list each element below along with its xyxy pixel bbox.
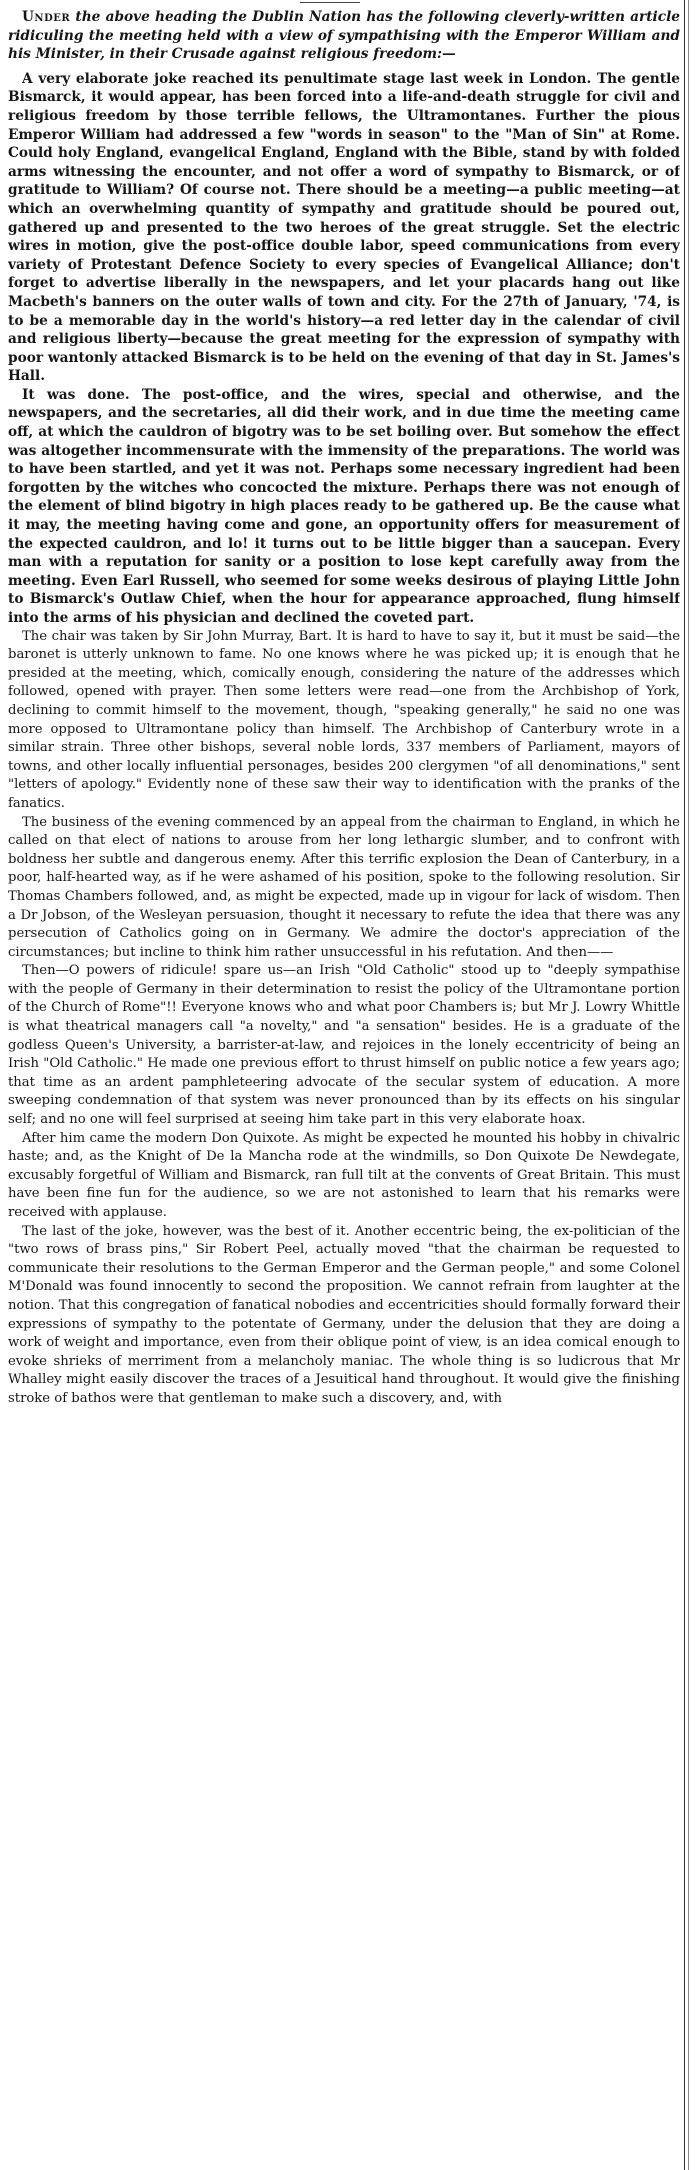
paragraph-joke: A very elaborate joke reached its penultimate stage last week in London. The gentle Bismarck, it would appear, has been forced into a life-and-death struggle for civil and religious freedom by those terrible fellows, the Ultramontanes. Further the pious Emperor William had addressed a few "words in season" to the "Man of Sin" at Rome. Could holy England, evangelical England, England with the Bible, stand by with folded arms witnessing the encounter, and not offer a word of sympathy to Bismarck, or of gratitude to William? Of course not. There should be a meeting—a public meeting—at which an overwhelming quantity of sympathy and gratitude should be poured out, gathered up and presented to the two heroes of the great struggle. Set the electric wires in motion, give the post-office double labor, speed communications from every variety of Protestant Defence Society to every species of Evangelical Alliance; don't forget to advertise liberally in the newspapers, and let your placards hang out like Macbeth's banners on the outer walls of town and city. For the 27th of January, '74, is to be a memorable day in the world's history—a red letter day in the calendar of civil and religious liberty—because the great meeting for the expression of sympathy with poor wantonly attacked Bismarck is to be held on the evening of that day in St. James's Hall. [8, 70, 680, 385]
article-intro [8, 8, 680, 64]
paragraph-business: The business of the evening commenced by an appeal from the chairman to England, in which he called on that elect of nations to arouse from her long lethargic slumber, and to confront with boldness her subtle and dangerous enemy. After this terrific explosion the Dean of Canterbury, in a poor, half-hearted way, as if he were ashamed of his position, spoke to the following resolution. Sir Thomas Chambers followed, and, as might be expected, made up in vigour for lack of wisdom. Then a Dr Jobson, of the Wesleyan persuasion, thought it necessary to refute the idea that there was any persecution of Catholics going on in Germany. We admire the doctor's appreciation of the circumstances; but incline to think him rather unsuccessful in his refutation. And then—— [8, 814, 680, 960]
article-column [8, 8, 680, 2166]
paragraph-old-catholic: Then—O powers of ridicule! spare us—an Irish "Old Catholic" stood up to "deeply sympathise with the people of Germany in their determination to resist the policy of the Ultramontane portion of the Church of Rome"!! Everyone knows who and what poor Chambers is; but Mr J. Lowry Whittle is what theatrical managers call "a novelty," and "a sensation" besides. He is a graduate of the godless Queen's University, a barrister-at-law, and rejoices in the lonely eccentricity of being an Irish "Old Catholic." He made one previous effort to thrust himself on public notice a few years ago; that time as an ardent pamphleteering advocate of the secular system of education. A more sweeping condemnation of that system was never pronounced than by its effects on his singular self; and no one will feel surprised at seeing him take part in this very elaborate hoax. [8, 963, 680, 1128]
intro-text: the above heading the Dublin Nation has the following cleverly-written article ridiculing the meeting held with a view of sympathising with the Emperor William and his Minister, in their Crusade against religious freedom:— [8, 9, 680, 63]
paragraph-it-was-done: It was done. The post-office, and the wires, special and otherwise, and the newspapers, and the secretaries, all did their work, and in due time the meeting came off, at which the cauldron of bigotry was to be set boiling over. But somehow the effect was altogether incommensurate with the immensity of the preparations. The world was to have been startled, and yet it was not. Perhaps some necessary ingredient had been forgotten by the witches who concocted the mixture. Perhaps there was not enough of the element of blind bigotry in high places ready to be gathered up. Be the cause what it may, the meeting having come and gone, an opportunity offers for measurement of the expected cauldron, and lo! it turns out to be little bigger than a saucepan. Every man with a reputation for sanity or a position to lose kept carefully away from the meeting. Even Earl Russell, who seemed for some weeks desirous of playing Little John to Bismarck's Outlaw Chief, when the hour for appearance approached, flung himself into the arms of his physician and declined the coveted part. [8, 386, 680, 626]
paragraph-chair: The chair was taken by Sir John Murray, Bart. It is hard to have to say it, but it must be said—the baronet is utterly unknown to fame. No one knows where he was picked up; it is enough that he presided at the meeting, which, comically enough, considering the nature of the addresses which followed, opened with prayer. Then some letters were read—one from the Archbishop of York, declining to commit himself to the movement, though, "speaking generally," he said no one was more opposed to Ultramontane policy than himself. The Archbishop of Canterbury wrote in a similar strain. Three other bishops, several noble lords, 337 members of Parliament, mayors of towns, and other locally influential personages, besides 200 clergymen "of all denominations," sent "letters of apology." Evidently none of these saw their way to identification with the pranks of the fanatics. [8, 628, 680, 811]
top-rule [300, 2, 360, 3]
intro-lead-word: Under [22, 9, 71, 25]
column-rule [684, 0, 685, 2170]
paragraph-don-quixote: After him came the modern Don Quixote. As might be expected he mounted his hobby in chivalric haste; and, as the Knight of De la Mancha rode at the windmills, so Don Quixote De Newdegate, excusably forgetful of William and Bismarck, ran full tilt at the convents of Great Britain. This must have been fine fun for the audience, so we are not astonished to learn that his remarks were received with applause. [8, 1130, 680, 1220]
column-rule-outer [688, 0, 689, 2170]
paragraph-last-joke: The last of the joke, however, was the best of it. Another eccentric being, the ex-politician of the "two rows of brass pins," Sir Robert Peel, actually moved "that the chairman be requested to communicate their resolutions to the German Emperor and the German people," and some Colonel M'Donald was found innocently to second the proposition. We cannot refrain from laughter at the notion. That this congregation of fanatical nobodies and eccentricities should formally forward their expressions of sympathy to the potentate of Germany, under the delusion that they are doing a work of weight and importance, even from their oblique point of view, is an idea comical enough to evoke shrieks of merriment from a melancholy maniac. The whole thing is so ludicrous that Mr Whalley might easily discover the traces of a Jesuitical hand throughout. It would give the finishing stroke of bathos were that gentleman to make such a discovery, and, with [8, 1223, 680, 1406]
